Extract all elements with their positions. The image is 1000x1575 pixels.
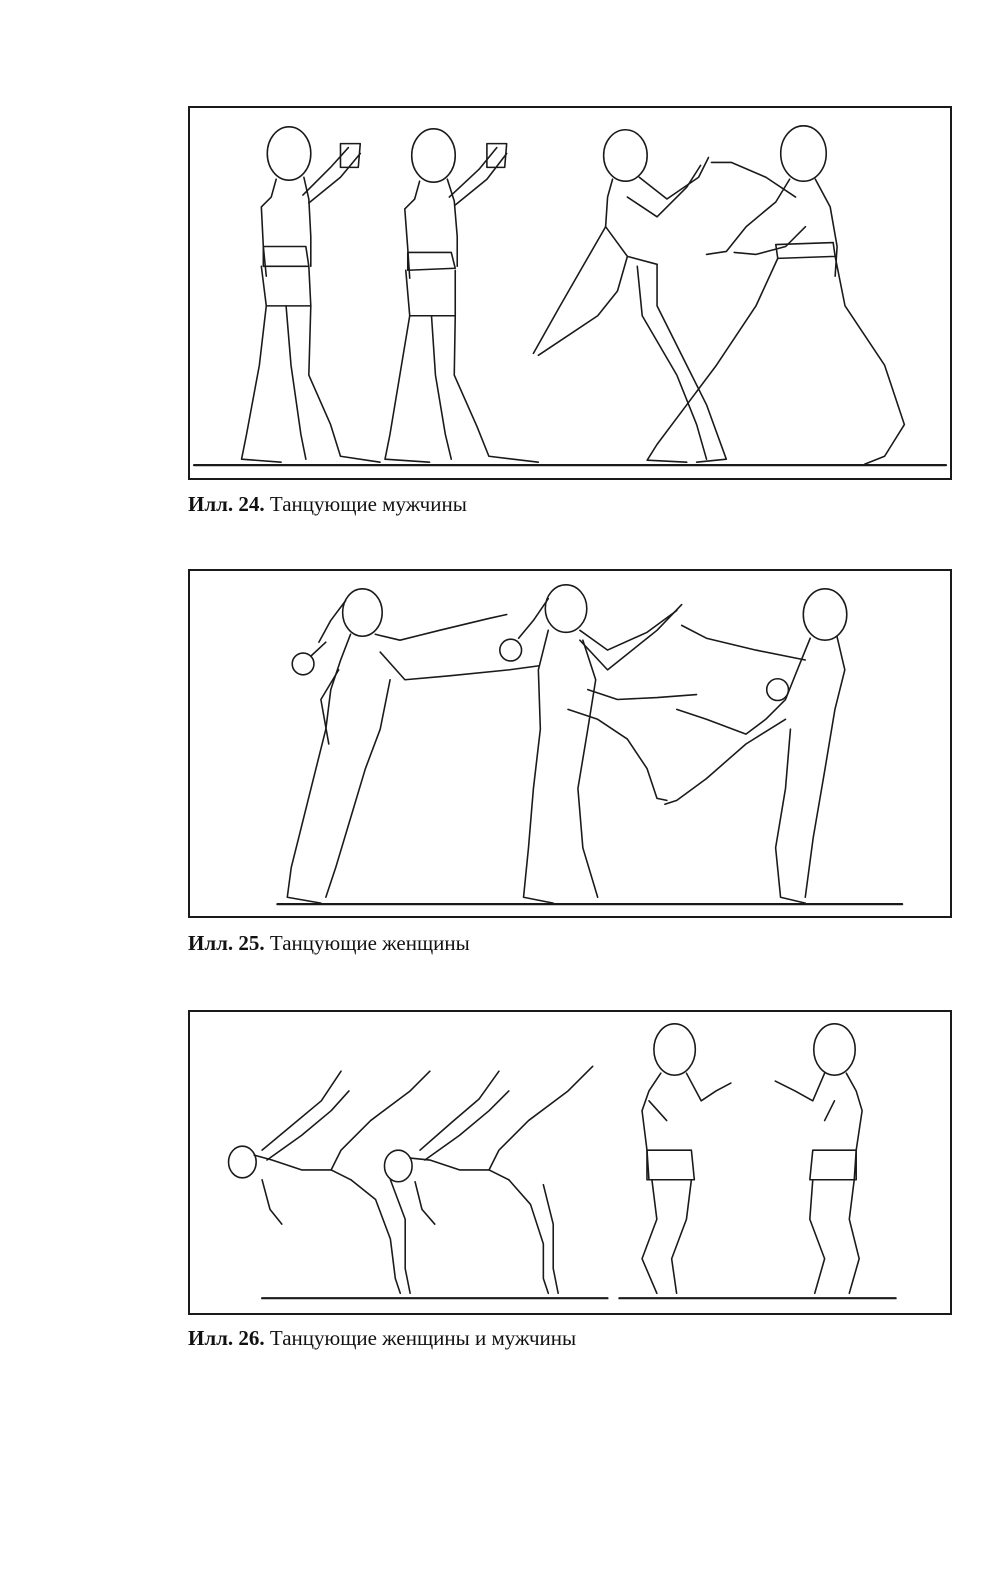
figure-25-caption-text: Танцующие женщины (269, 931, 470, 955)
figure-25-caption (188, 931, 470, 956)
figure-24-illustration (190, 108, 950, 478)
figure-26-drawing (188, 1010, 952, 1315)
dancer-man-2 (385, 129, 538, 462)
figure-24-caption-text: Танцующие мужчины (269, 492, 467, 516)
acrobat-woman-2 (384, 1066, 592, 1293)
figure-26-caption (188, 1326, 576, 1351)
figure-25-label: Илл. 25. (188, 931, 265, 955)
dancer-man-4 (775, 1024, 862, 1293)
dancer-man-3 (642, 1024, 731, 1293)
figure-24-label: Илл. 24. (188, 492, 265, 516)
figure-24-drawing (188, 106, 952, 480)
figure-26-label: Илл. 26. (188, 1326, 265, 1350)
figure-25-illustration (190, 571, 950, 916)
figure-24-caption (188, 492, 467, 517)
figure-26-illustration (190, 1012, 950, 1313)
figure-25-drawing (188, 569, 952, 918)
dancer-woman-3 (665, 589, 847, 903)
dancer-pair (533, 126, 904, 464)
dancer-woman-2 (500, 585, 697, 903)
dancer-man-1 (242, 127, 381, 462)
figure-26-caption-text: Танцующие женщины и мужчины (269, 1326, 577, 1350)
dancer-woman-1 (287, 589, 538, 903)
